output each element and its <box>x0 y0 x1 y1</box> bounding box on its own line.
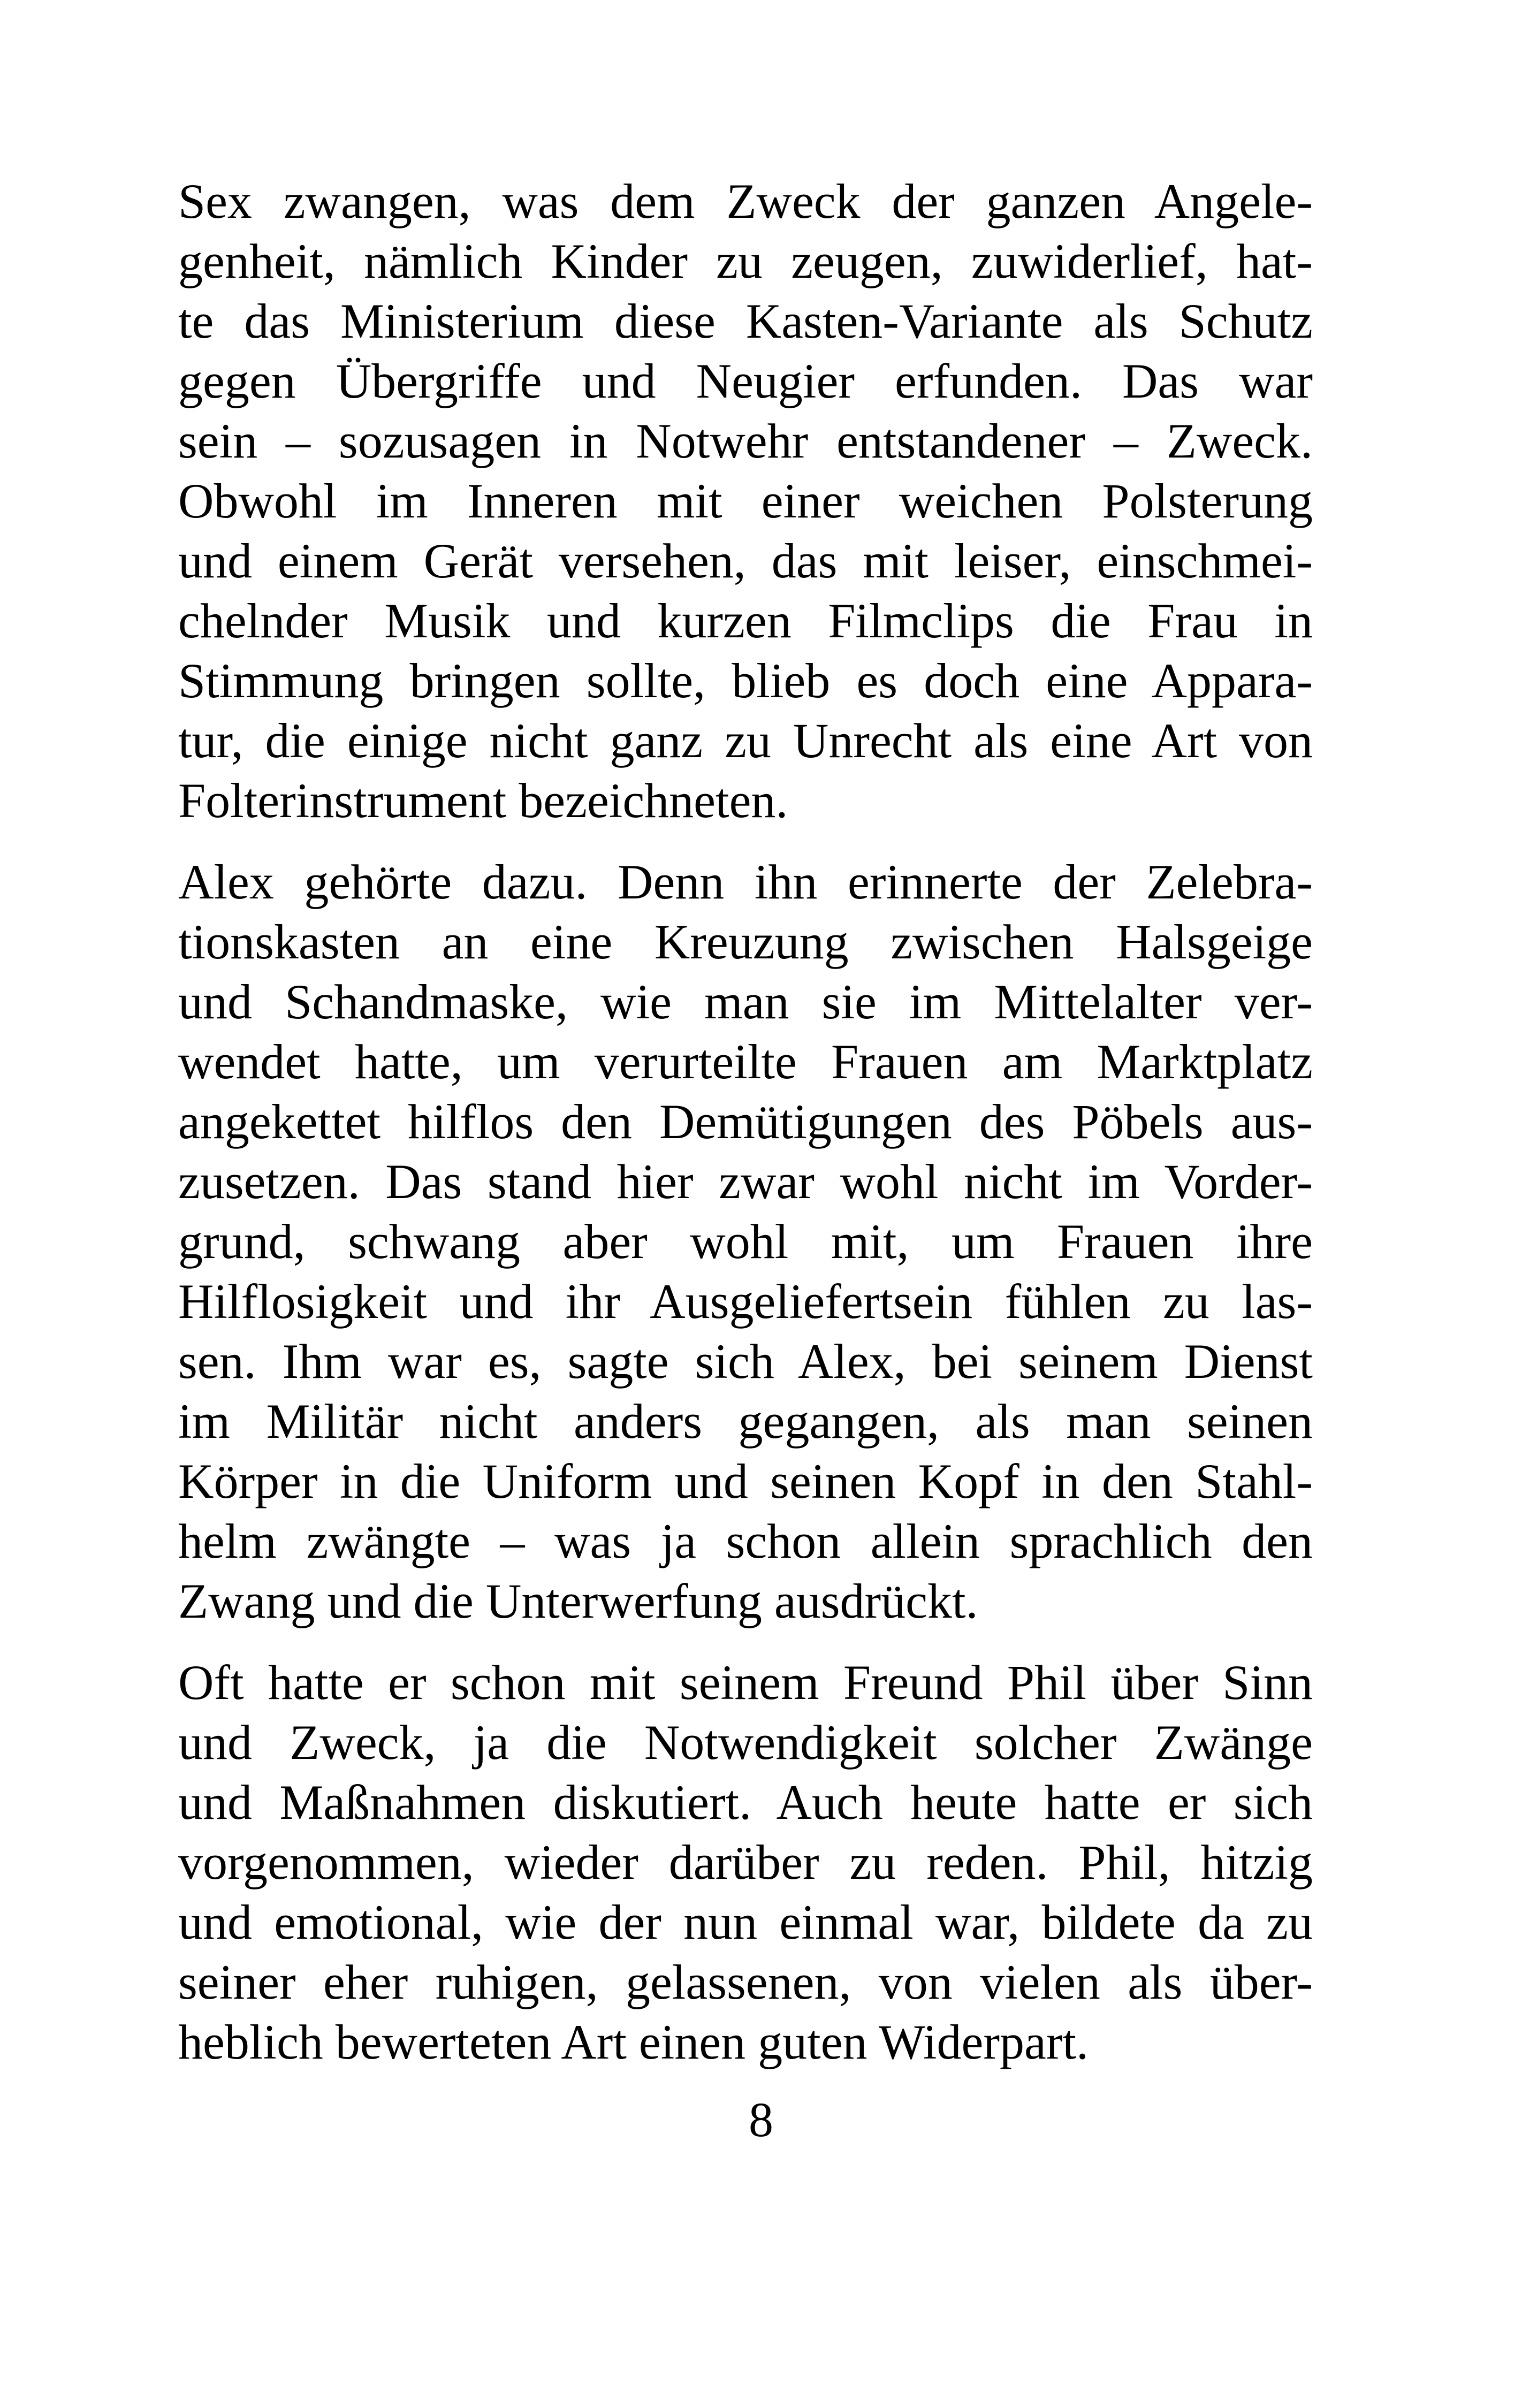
paragraph-2 <box>178 852 1313 1631</box>
text-line: tionskasten an eine Kreuzung zwischen Halsgeige <box>178 915 1313 969</box>
page-number: 8 <box>749 2092 773 2147</box>
text-line: heblich bewerteten Art einen guten Widerpart. <box>178 2015 1089 2069</box>
text-line: grund, schwang aber wohl mit, um Frauen ihre <box>178 1214 1313 1269</box>
text-line: chelnder Musik und kurzen Filmclips die Frau in <box>178 593 1313 648</box>
text-line: te das Ministerium diese Kasten-Variante als Schutz <box>178 294 1313 348</box>
text-line: Zwang und die Unterwerfung ausdrückt. <box>178 1574 978 1628</box>
text-line: sen. Ihm war es, sagte sich Alex, bei seinem Dienst <box>178 1334 1313 1389</box>
text-line: sein – sozusagen in Notwehr entstandener – Zweck. <box>178 414 1313 468</box>
text-line: Körper in die Uniform und seinen Kopf in den Stahl- <box>178 1454 1313 1508</box>
paragraph-3 <box>178 1652 1313 2072</box>
text-line: Stimmung bringen sollte, blieb es doch eine Appara- <box>178 653 1313 708</box>
text-line: Hilflosigkeit und ihr Ausgeliefertsein fühlen zu las- <box>178 1274 1313 1329</box>
text-line: und emotional, wie der nun einmal war, bildete da zu <box>178 1895 1313 1949</box>
text-line: zusetzen. Das stand hier zwar wohl nicht im Vorder- <box>178 1154 1313 1209</box>
text-line: Sex zwangen, was dem Zweck der ganzen Angele- <box>178 174 1313 228</box>
text-line: Obwohl im Inneren mit einer weichen Polsterung <box>178 474 1313 528</box>
text-line: genheit, nämlich Kinder zu zeugen, zuwiderlief, hat- <box>178 234 1313 288</box>
text-line: im Militär nicht anders gegangen, als man seinen <box>178 1394 1313 1449</box>
text-line: vorgenommen, wieder darüber zu reden. Phil, hitzig <box>178 1835 1313 1889</box>
text-line: gegen Übergriffe und Neugier erfunden. Das war <box>178 354 1313 408</box>
text-line: wendet hatte, um verurteilte Frauen am Marktplatz <box>178 1034 1313 1089</box>
body-text <box>178 171 1313 2093</box>
text-line: Oft hatte er schon mit seinem Freund Phil über Sinn <box>178 1655 1313 1710</box>
paragraph-1 <box>178 171 1313 830</box>
text-line: angekettet hilflos den Demütigungen des Pöbels aus- <box>178 1094 1313 1149</box>
text-line: und Maßnahmen diskutiert. Auch heute hatte er sich <box>178 1775 1313 1830</box>
text-line: seiner eher ruhigen, gelassenen, von vielen als über- <box>178 1955 1313 2009</box>
text-line: und einem Gerät versehen, das mit leiser, einschmei- <box>178 534 1313 588</box>
text-line: helm zwängte – was ja schon allein sprachlich den <box>178 1514 1313 1568</box>
text-line: tur, die einige nicht ganz zu Unrecht als eine Art von <box>178 713 1313 768</box>
text-line: und Schandmaske, wie man sie im Mittelalter ver- <box>178 974 1313 1029</box>
text-line: und Zweck, ja die Notwendigkeit solcher Zwänge <box>178 1715 1313 1770</box>
text-line: Folterinstrument bezeichneten. <box>178 773 788 828</box>
text-line: Alex gehörte dazu. Denn ihn erinnerte der Zelebra- <box>178 855 1313 909</box>
